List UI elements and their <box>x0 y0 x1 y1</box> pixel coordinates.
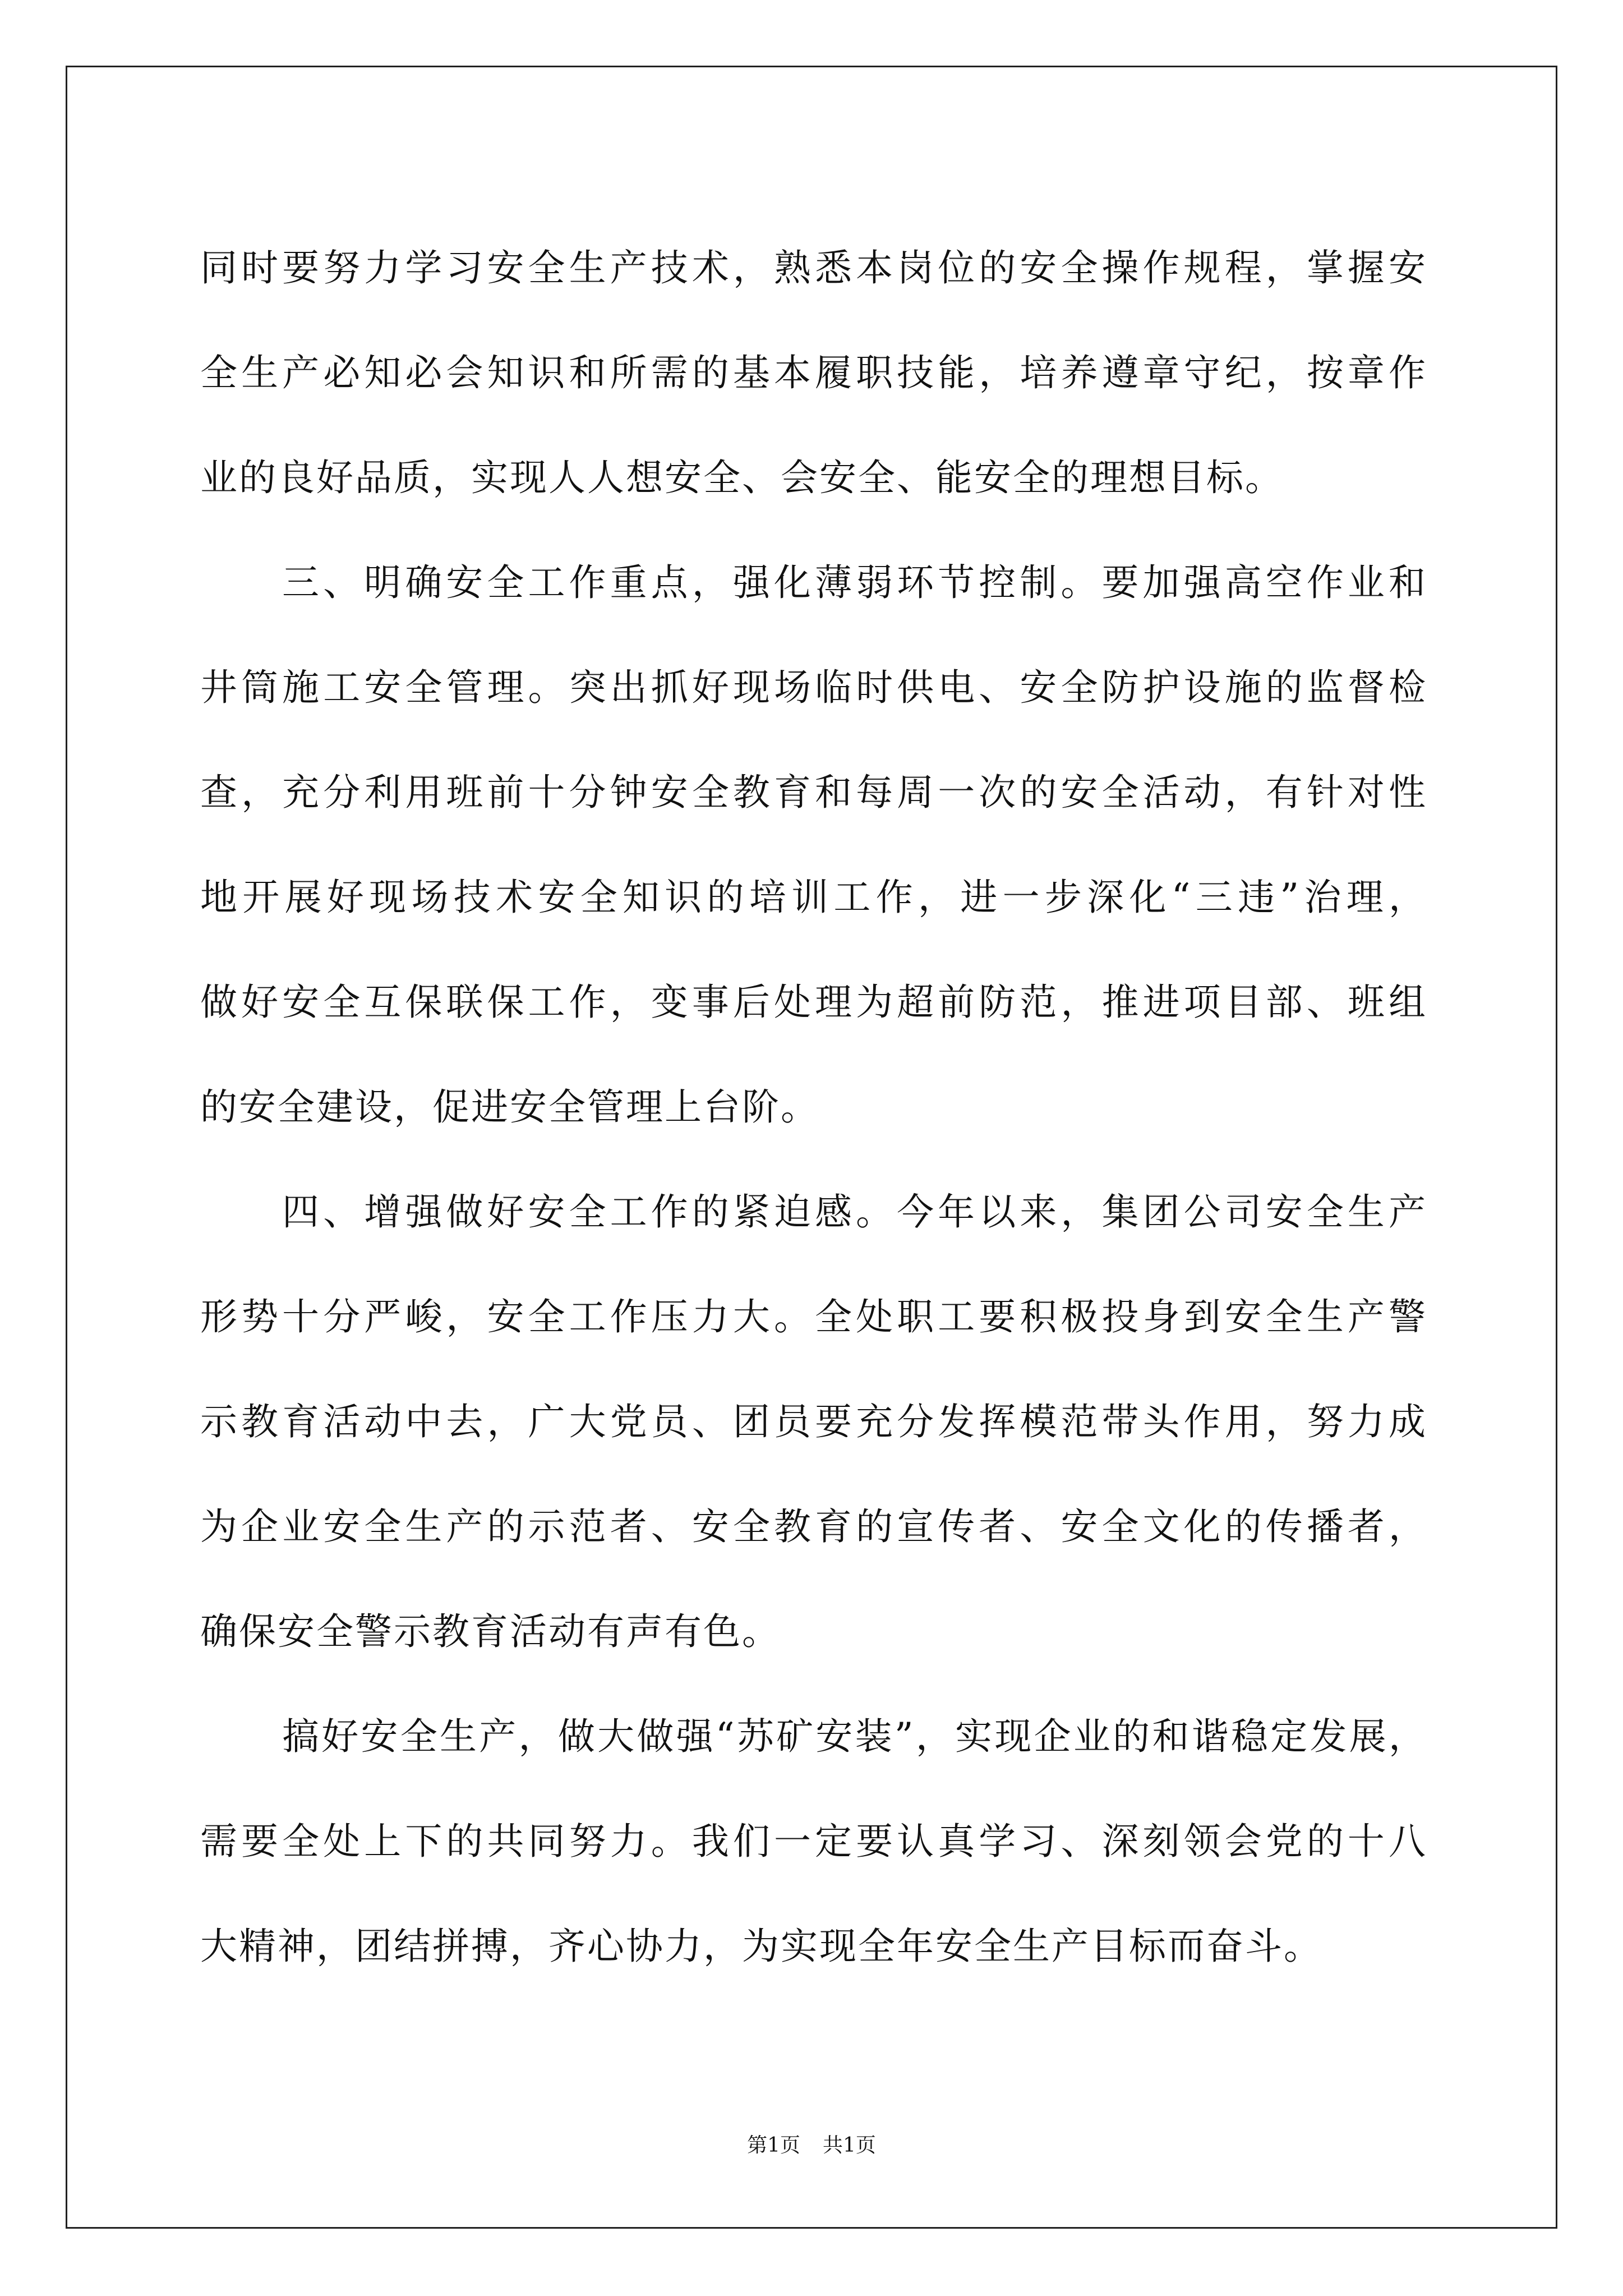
text-line: 同时要努力学习安全生产技术，熟悉本岗位的安全操作规程，掌握安 <box>200 246 1426 289</box>
page-number: 第1页 <box>747 2134 800 2157</box>
text-line: 需要全处上下的共同努力。我们一定要认真学习、深刻领会党的十八 <box>200 1820 1426 1863</box>
paragraph <box>200 215 1426 530</box>
text-line: 为企业安全生产的示范者、安全教育的宣传者、安全文化的传播者， <box>200 1505 1426 1548</box>
text-line: 业的良好品质，实现人人想安全、会安全、能安全的理想目标。 <box>200 456 1284 499</box>
text-line: 地开展好现场技术安全知识的培训工作，进一步深化“三违”治理， <box>200 876 1426 919</box>
text-line: 四、增强做好安全工作的紧迫感。今年以来，集团公司安全生产 <box>282 1190 1426 1234</box>
paragraph <box>200 530 1426 1159</box>
text-line: 做好安全互保联保工作，变事后处理为超前防范，推进项目部、班组 <box>200 981 1426 1024</box>
text-line: 示教育活动中去，广大党员、团员要充分发挥模范带头作用，努力成 <box>200 1400 1426 1443</box>
text-line: 的安全建设，促进安全管理上台阶。 <box>200 1085 819 1129</box>
paragraph <box>200 1684 1426 1999</box>
text-line: 大精神，团结拼搏，齐心协力，为实现全年安全生产目标而奋斗。 <box>200 1925 1322 1968</box>
text-line: 井筒施工安全管理。突出抓好现场临时供电、安全防护设施的监督检 <box>200 666 1426 709</box>
paragraph <box>200 1159 1426 1684</box>
page-total: 共1页 <box>823 2134 876 2157</box>
text-line: 全生产必知必会知识和所需的基本履职技能，培养遵章守纪，按章作 <box>200 351 1426 394</box>
text-line: 确保安全警示教育活动有声有色。 <box>200 1610 781 1653</box>
document-body <box>200 215 1426 1999</box>
page-footer <box>66 2132 1557 2160</box>
text-line: 查，充分利用班前十分钟安全教育和每周一次的安全活动，有针对性 <box>200 771 1426 814</box>
text-line: 搞好安全生产，做大做强“苏矿安装”，实现企业的和谐稳定发展， <box>282 1715 1426 1758</box>
text-line: 形势十分严峻，安全工作压力大。全处职工要积极投身到安全生产警 <box>200 1295 1426 1338</box>
text-line: 三、明确安全工作重点，强化薄弱环节控制。要加强高空作业和 <box>282 561 1426 604</box>
